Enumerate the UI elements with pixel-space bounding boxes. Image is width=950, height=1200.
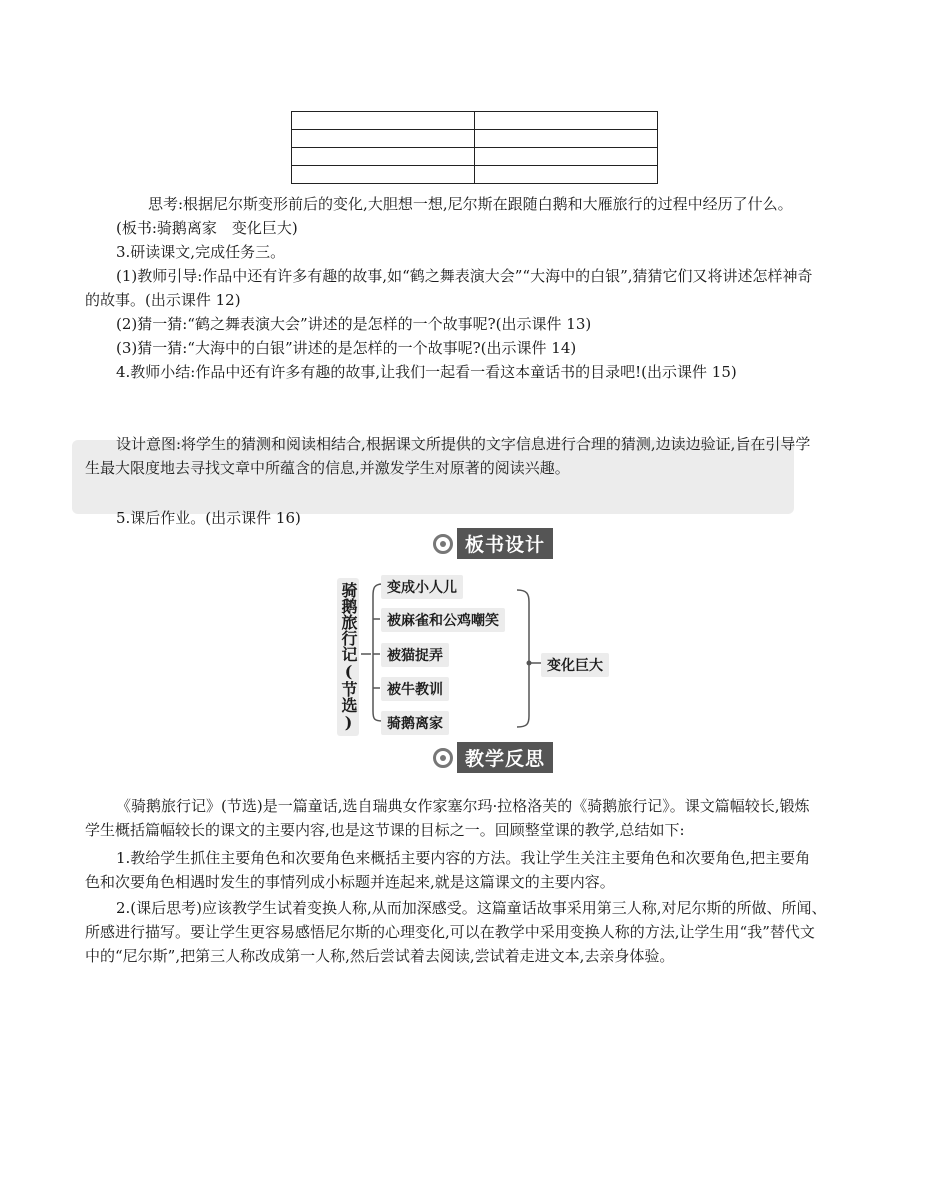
board-item: 变成小人儿 bbox=[381, 575, 463, 599]
design-intent-line-1: 设计意图:将学生的猜测和阅读相结合,根据课文所提供的文字信息进行合理的猜测,边读边验证,旨在引导学 bbox=[116, 435, 811, 453]
target-icon bbox=[433, 748, 453, 768]
step-3-3: (3)猜一猜:“大海中的白银”讲述的是怎样的一个故事呢?(出示课件 14) bbox=[116, 339, 577, 357]
reflection-p3-line-2: 所感进行描写。要让学生更容易感悟尼尔斯的心理变化,可以在教学中采用变换人称的方法,让学生用“我”替代文 bbox=[85, 923, 815, 941]
reflection-p1-line-1: 《骑鹅旅行记》(节选)是一篇童话,选自瑞典女作家塞尔玛·拉格洛芙的《骑鹅旅行记》。课文篇幅较长,锻炼 bbox=[116, 797, 810, 815]
think-paragraph: 思考:根据尼尔斯变形前后的变化,大胆想一想,尼尔斯在跟随白鹅和大雁旅行的过程中经历了什么。 bbox=[148, 195, 793, 213]
board-item: 骑鹅离家 bbox=[381, 711, 449, 735]
reflection-p2-line-1: 1.教给学生抓住主要角色和次要角色来概括主要内容的方法。我让学生关注主要角色和次要角色,把主要角 bbox=[116, 849, 811, 867]
step-4: 4.教师小结:作品中还有许多有趣的故事,让我们一起看一看这本童话书的目录吧!(出示课件 15) bbox=[116, 363, 737, 381]
reflection-p3-line-1: 2.(课后思考)应该教学生试着变换人称,从而加深感受。这篇童话故事采用第三人称,对尼尔斯的所做、所闻、 bbox=[116, 899, 827, 917]
design-intent-line-2: 生最大限度地去寻找文章中所蕴含的信息,并激发学生对原著的阅读兴趣。 bbox=[85, 459, 570, 477]
board-item: 被麻雀和公鸡嘲笑 bbox=[381, 608, 505, 632]
board-design-heading-label: 板书设计 bbox=[457, 528, 553, 559]
board-item: 被牛教训 bbox=[381, 677, 449, 701]
step-3-2: (2)猜一猜:“鹤之舞表演大会”讲述的是怎样的一个故事呢?(出示课件 13) bbox=[116, 315, 592, 333]
reflection-heading bbox=[433, 742, 553, 773]
step-3-1-line-1: (1)教师引导:作品中还有许多有趣的故事,如“鹤之舞表演大会”“大海中的白银”,猜猜它们又将讲述怎样神奇 bbox=[116, 267, 813, 285]
step-5: 5.课后作业。(出示课件 16) bbox=[116, 509, 301, 527]
step-3-1-line-2: 的故事。(出示课件 12) bbox=[85, 291, 241, 309]
board-note: (板书:骑鹅离家 变化巨大) bbox=[116, 219, 298, 237]
reflection-p1-line-2: 学生概括篇幅较长的课文的主要内容,也是这节课的目标之一。回顾整堂课的教学,总结如下: bbox=[85, 821, 685, 839]
step-3: 3.研读课文,完成任务三。 bbox=[116, 243, 286, 261]
reflection-heading-label: 教学反思 bbox=[457, 742, 553, 773]
board-result: 变化巨大 bbox=[541, 653, 609, 677]
reflection-p2-line-2: 色和次要角色相遇时发生的事情列成小标题并连起来,就是这篇课文的主要内容。 bbox=[85, 873, 615, 891]
board-title: 骑鹅旅行记(节选) bbox=[337, 578, 359, 736]
board-item: 被猫捉弄 bbox=[381, 643, 449, 667]
reflection-p3-line-3: 中的“尼尔斯”,把第三人称改成第一人称,然后尝试着去阅读,尝试着走进文本,去亲身体验。 bbox=[85, 947, 675, 965]
